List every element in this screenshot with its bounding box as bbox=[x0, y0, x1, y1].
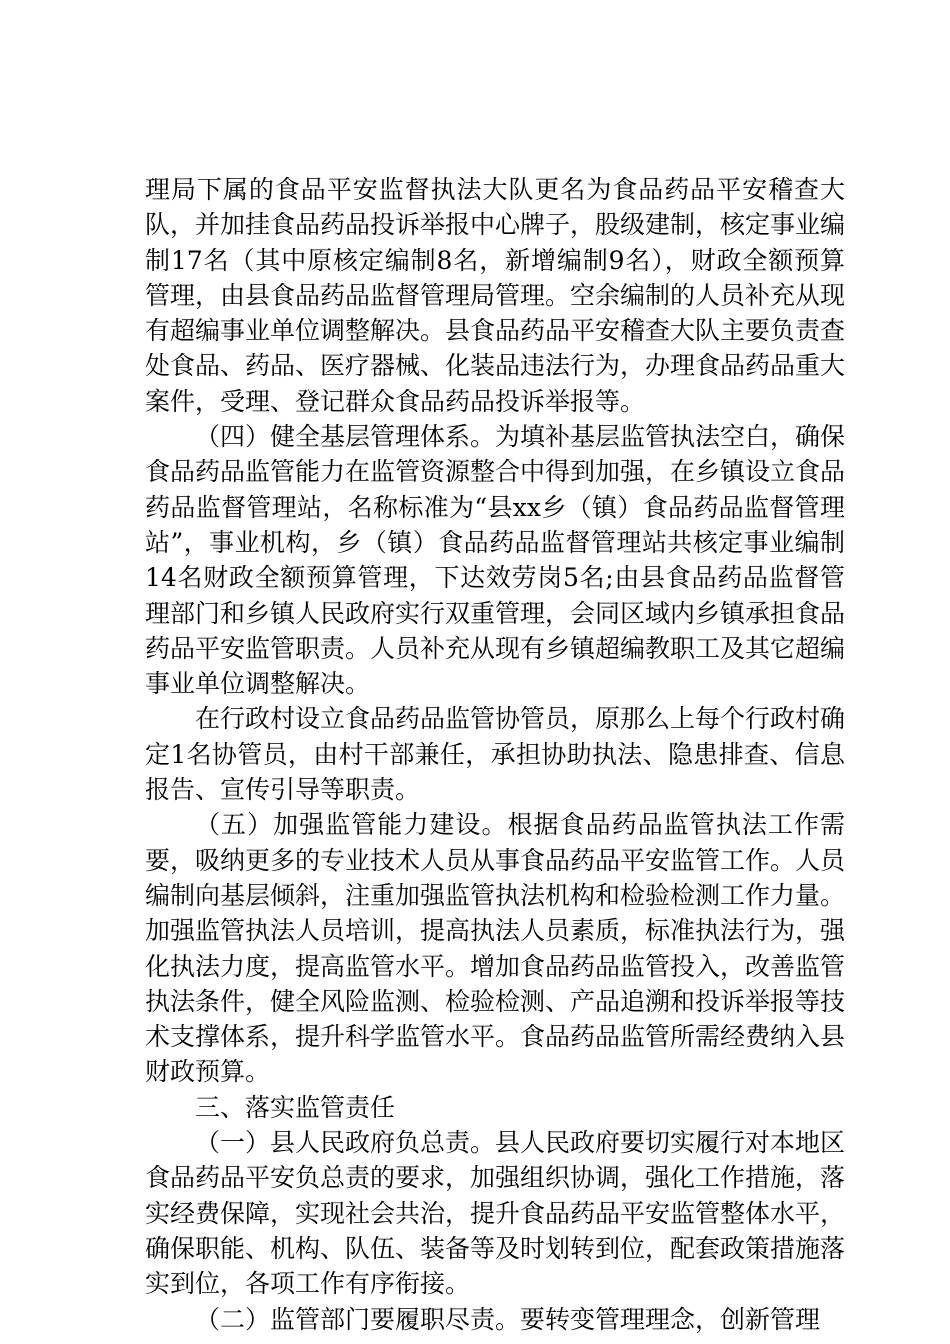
paragraph-4: （五）加强监管能力建设。根据食品药品监管执法工作需要，吸纳更多的专业技术人员从事食品药品平安监管工作。人员编制向基层倾斜，注重加强监管执法机构和检验检测工作力量。加强监管执法人员培训，提高执法人员素质，标准执法行为，强化执法力度，提高监管水平。增加食品药品监管投入，改善监管执法条件，健全风险监测、检验检测、产品追溯和投诉举报等技术支撑体系，提升科学监管水平。食品药品监管所需经费纳入县财政预算。 bbox=[145, 810, 846, 1087]
paragraph-2: （四）健全基层管理体系。为填补基层监管执法空白，确保食品药品监管能力在监管资源整合中得到加强，在乡镇设立食品药品监督管理站，名称标准为“县xx乡（镇）食品药品监督管理站”，事业机构，乡（镇）食品药品监督管理站共核定事业编制14名财政全额预算管理，下达效劳岗5名;由县食品药品监督管理部门和乡镇人民政府实行双重管理，会同区域内乡镇承担食品药品平安监管职责。人员补充从现有乡镇超编教职工及其它超编事业单位调整解决。 bbox=[145, 422, 846, 699]
document-page bbox=[145, 172, 845, 1337]
section-heading: 三、落实监管责任 bbox=[195, 1092, 396, 1122]
paragraph-6: （二）监管部门要履职尽责。要转变管理理念，创新管理 bbox=[195, 1304, 821, 1334]
paragraph-5: （一）县人民政府负总责。县人民政府要切实履行对本地区食品药品平安负总责的要求，加强组织协调，强化工作措施，落实经费保障，实现社会共治，提升食品药品平安监管整体水平，确保职能、机构、队伍、装备等及时划转到位，配套政策措施落实到位，各项工作有序衔接。 bbox=[145, 1128, 846, 1299]
paragraph-3: 在行政村设立食品药品监管协管员，原那么上每个行政村确定1名协管员，由村干部兼任，承担协助执法、隐患排查、信息报告、宣传引导等职责。 bbox=[145, 704, 846, 805]
paragraph-1: 理局下属的食品平安监督执法大队更名为食品药品平安稽查大队，并加挂食品药品投诉举报中心牌子，股级建制，核定事业编制17名（其中原核定编制8名，新增编制9名），财政全额预算管理，由县食品药品监督管理局管理。空余编制的人员补充从现有超编事业单位调整解决。县食品药品平安稽查大队主要负责查处食品、药品、医疗器械、化装品违法行为，办理食品药品重大案件，受理、登记群众食品药品投诉举报等。 bbox=[145, 175, 846, 416]
